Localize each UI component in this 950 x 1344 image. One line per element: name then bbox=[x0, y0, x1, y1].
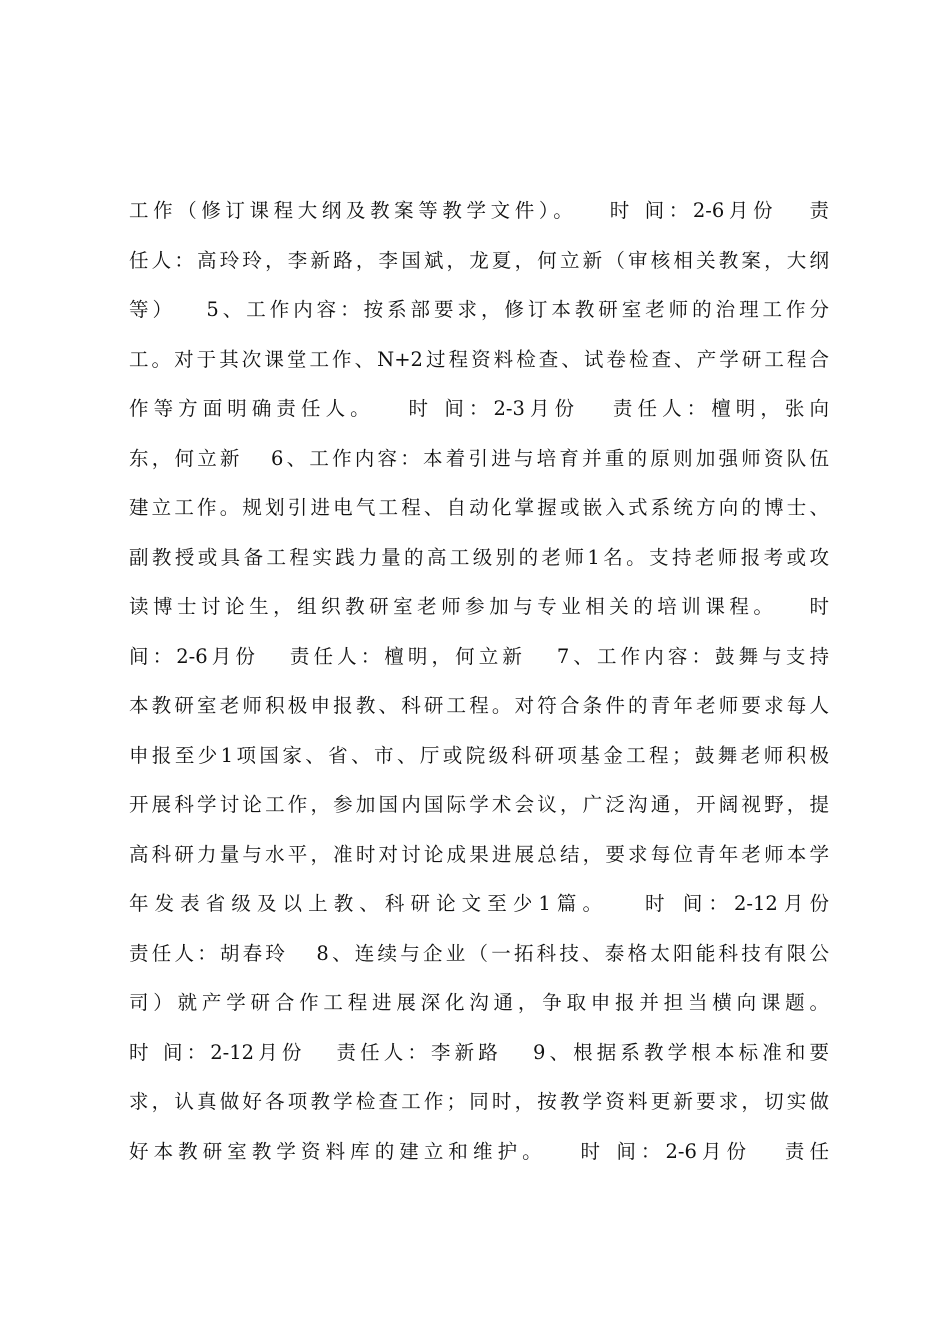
text-line: 好本教研室教学资料库的建立和维护。 时 间：2-6月份 责任 bbox=[129, 1139, 829, 1163]
text-line: 高科研力量与水平，准时对讨论成果进展总结，要求每位青年老师本学 bbox=[129, 842, 829, 866]
text-line: 年发表省级及以上教、科研论文至少1篇。 时 间：2-12月份 bbox=[129, 892, 829, 915]
text-line: 申报至少1项国家、省、市、厅或院级科研项基金工程；鼓舞老师积极 bbox=[129, 743, 829, 767]
text-line: 工作（修订课程大纲及教案等教学文件）。 时 间：2-6月份 责 bbox=[129, 199, 829, 222]
text-line: 作等方面明确责任人。 时 间：2-3月份 责任人：檀明，张向 bbox=[129, 397, 829, 420]
text-line: 等） 5、工作内容：按系部要求，修订本教研室老师的治理工作分 bbox=[129, 298, 829, 321]
text-line: 开展科学讨论工作，参加国内国际学术会议，广泛沟通，开阔视野，提 bbox=[129, 793, 829, 816]
text-line: 读博士讨论生，组织教研室老师参加与专业相关的培训课程。 时 bbox=[129, 595, 829, 618]
text-line: 司）就产学研合作工程进展深化沟通，争取申报并担当横向课题。 bbox=[129, 991, 829, 1014]
text-line: 时 间：2-12月份 责任人：李新路 9、根据系教学根本标准和要 bbox=[129, 1040, 829, 1064]
text-line: 本教研室老师积极申报教、科研工程。对符合条件的青年老师要求每人 bbox=[129, 694, 829, 717]
text-line: 间：2-6月份 责任人：檀明，何立新 7、工作内容：鼓舞与支持 bbox=[129, 644, 829, 668]
text-line: 任人：高玲玲，李新路，李国斌，龙夏，何立新（审核相关教案，大纲 bbox=[129, 248, 829, 272]
text-line: 求，认真做好各项教学检查工作；同时，按教学资料更新要求，切实做 bbox=[129, 1090, 829, 1113]
text-line: 东，何立新 6、工作内容：本着引进与培育并重的原则加强师资队伍 bbox=[129, 446, 829, 470]
text-line: 工。对于其次课堂工作、N+2过程资料检查、试卷检查、产学研工程合 bbox=[129, 347, 829, 371]
document-body bbox=[129, 186, 829, 1176]
text-line: 责任人：胡春玲 8、连续与企业（一拓科技、泰格太阳能科技有限公 bbox=[129, 941, 829, 965]
text-line: 建立工作。规划引进电气工程、自动化掌握或嵌入式系统方向的博士、 bbox=[129, 496, 829, 519]
text-line: 副教授或具备工程实践力量的高工级别的老师1名。支持老师报考或攻 bbox=[129, 545, 829, 569]
